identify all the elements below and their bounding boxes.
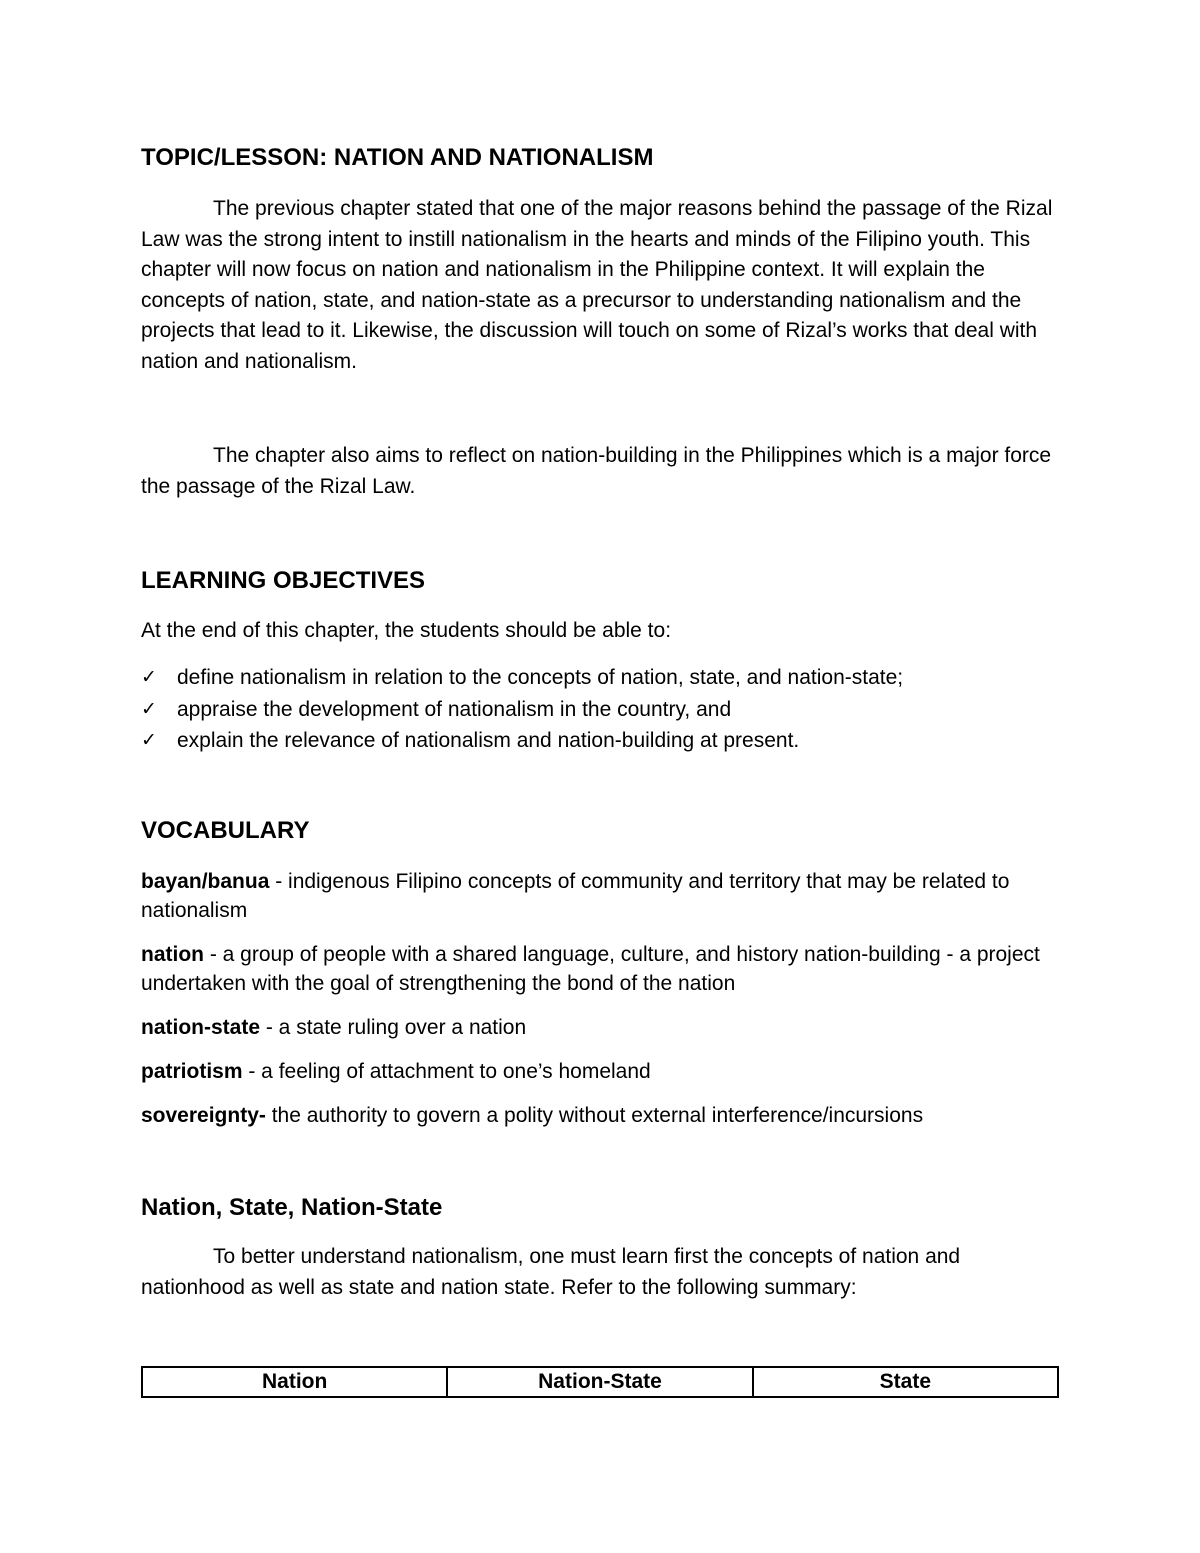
vocab-term: patriotism	[141, 1060, 243, 1083]
section-title: Nation, State, Nation-State	[141, 1194, 443, 1221]
objectives-title: LEARNING OBJECTIVES	[141, 567, 426, 594]
vocab-term: nation	[141, 943, 204, 966]
objectives-list	[141, 662, 903, 757]
vocab-term: nation-state	[141, 1016, 261, 1039]
intro-paragraph: The previous chapter stated that one of the major reasons behind the passage of the Rizal Law was the strong intent to instill nationalism in the hearts and minds of the Filipino youth. This chapter will now focus on nation and nationalism in the Philippine context. It will explain the concepts of nation, state, and nation-state as a precursor to understanding nationalism and the projects that lead to it. Likewise, the discussion will touch on some of Rizal’s works that deal with nation and nationalism.	[141, 197, 1053, 373]
checkmark-icon: ✓	[141, 697, 157, 720]
aims-paragraph: The chapter also aims to reflect on nation-building in the Philippines which is a major force the passage of the Rizal Law.	[141, 444, 1052, 498]
vocab-term: bayan/banua	[141, 870, 270, 893]
objective-text: explain the relevance of nationalism and nation-building at present.	[177, 729, 800, 752]
objective-text: define nationalism in relation to the concepts of nation, state, and nation-state;	[177, 666, 904, 689]
vocab-entry	[141, 940, 1056, 998]
vocab-entry	[141, 1013, 1056, 1042]
objectives-intro: At the end of this chapter, the students should be able to:	[141, 619, 672, 642]
vocab-entry	[141, 1057, 1056, 1086]
summary-table	[141, 1366, 1059, 1398]
table-header-nation-state: Nation-State	[447, 1367, 752, 1397]
table-header-nation: Nation	[142, 1367, 447, 1397]
vocab-definition: - a state ruling over a nation	[260, 1016, 527, 1039]
table-header-row	[142, 1367, 1058, 1397]
objective-item	[141, 725, 903, 757]
vocab-definition: - a feeling of attachment to one’s homeland	[242, 1060, 651, 1083]
vocab-definition: - indigenous Filipino concepts of community and territory that may be related to nationalism	[141, 870, 1010, 922]
vocab-definition: - a group of people with a shared language, culture, and history nation-building - a project undertaken with the goal of strengthening the bond of the nation	[141, 943, 1040, 995]
objective-item	[141, 694, 903, 726]
table-header-state: State	[753, 1367, 1058, 1397]
vocab-definition: the authority to govern a polity without external interference/incursions	[265, 1104, 924, 1127]
vocabulary-title: VOCABULARY	[141, 817, 310, 844]
objective-text: appraise the development of nationalism in the country, and	[177, 697, 732, 721]
checkmark-icon: ✓	[141, 729, 157, 751]
topic-title: TOPIC/LESSON: NATION AND NATIONALISM	[141, 144, 654, 171]
objective-item	[141, 662, 903, 694]
vocab-entry	[141, 1101, 1056, 1130]
section-paragraph: To better understand nationalism, one must learn first the concepts of nation and nationhood as well as state and nation state. Refer to the following summary:	[141, 1245, 961, 1299]
vocab-entry	[141, 867, 1056, 925]
checkmark-icon: ✓	[141, 666, 157, 688]
vocab-term: sovereignty-	[141, 1104, 266, 1127]
